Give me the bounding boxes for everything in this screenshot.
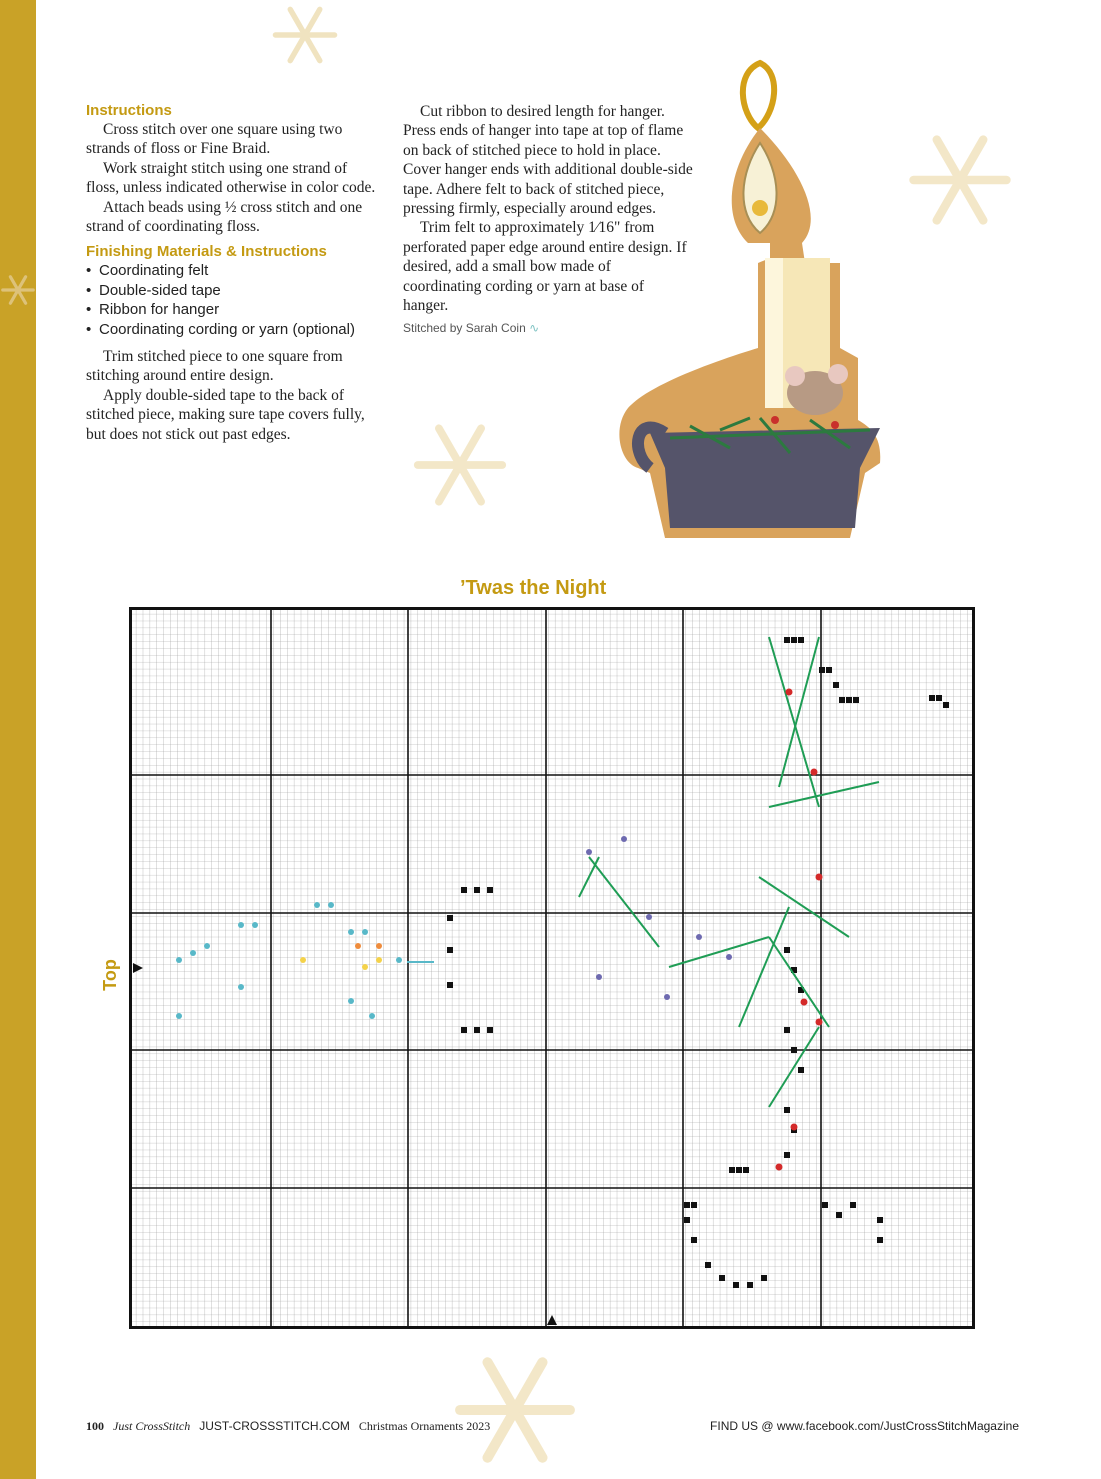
berry bbox=[831, 421, 839, 429]
finishing-paragraph: Cut ribbon to desired length for hanger. Press ends of hanger into tape at top of flame on back of stitched piece to hold in place. Cover hanger ends with additional double-side tape. Adhere felt to back of stitched piece, pressing firmly, especially around edges. bbox=[403, 103, 693, 218]
ornament-photo bbox=[610, 58, 890, 558]
snowflake-icon bbox=[260, 0, 350, 70]
snowflake-icon bbox=[450, 1345, 580, 1475]
instructions-column bbox=[86, 101, 378, 444]
snowflake-icon bbox=[0, 240, 36, 340]
finishing-heading: Finishing Materials & Instructions bbox=[86, 243, 327, 261]
page-number: 100 bbox=[86, 1419, 104, 1433]
issue-name: Christmas Ornaments 2023 bbox=[358, 1419, 491, 1433]
mouse-ear bbox=[785, 366, 805, 386]
berry bbox=[771, 416, 779, 424]
candle-body bbox=[765, 258, 783, 408]
gold-side-strip bbox=[0, 0, 36, 1479]
finishing-paragraph: Apply double-sided tape to the back of stitched piece, making sure tape covers fully, but does not stick out past edges. bbox=[86, 386, 365, 443]
finishing-paragraph: Trim felt to approximately 1⁄16" from perforated paper edge around entire design. If desired, add a small bow made of coordinating cording or yarn at base of hanger. bbox=[403, 219, 687, 315]
list-item: • Coordinating cording or yarn (optional) bbox=[86, 320, 378, 339]
stitcher-credit-text: Stitched by Sarah Coin bbox=[403, 321, 526, 336]
top-label: Top bbox=[100, 959, 120, 991]
finishing-paragraph: Trim stitched piece to one square from stitching around entire design. bbox=[86, 348, 343, 385]
chart-title: ’Twas the Night bbox=[460, 577, 607, 599]
mouse-ear bbox=[828, 364, 848, 384]
swirl-icon: ∿ bbox=[529, 321, 540, 336]
snowflake-icon bbox=[905, 125, 1015, 235]
list-item: • Ribbon for hanger bbox=[86, 300, 378, 319]
candle-holder bbox=[650, 428, 880, 528]
snowflake-icon bbox=[410, 415, 510, 515]
instructions-paragraph: Attach beads using ½ cross stitch and one strand of coordinating floss. bbox=[86, 198, 363, 236]
instructions-paragraph: Work straight stitch using one strand of floss, unless indicated otherwise in color code. bbox=[86, 159, 376, 197]
cross-stitch-chart bbox=[129, 607, 975, 1329]
list-item: • Double-sided tape bbox=[86, 281, 378, 300]
chart-grid bbox=[129, 607, 975, 1329]
instructions-heading: Instructions bbox=[86, 102, 172, 119]
footer-left bbox=[86, 1419, 490, 1434]
materials-list bbox=[86, 261, 378, 339]
gold-hanger bbox=[743, 63, 774, 128]
magazine-name: Just CrossStitch bbox=[113, 1419, 191, 1433]
flame-core bbox=[752, 200, 768, 216]
facebook-link[interactable]: FIND US @ www.facebook.com/JustCrossStitchMagazine bbox=[710, 1419, 1019, 1433]
website-link[interactable]: JUST-CROSSSTITCH.COM bbox=[199, 1419, 350, 1433]
instructions-paragraph: Cross stitch over one square using two strands of floss or Fine Braid. bbox=[86, 121, 343, 158]
list-item: • Coordinating felt bbox=[86, 261, 378, 280]
